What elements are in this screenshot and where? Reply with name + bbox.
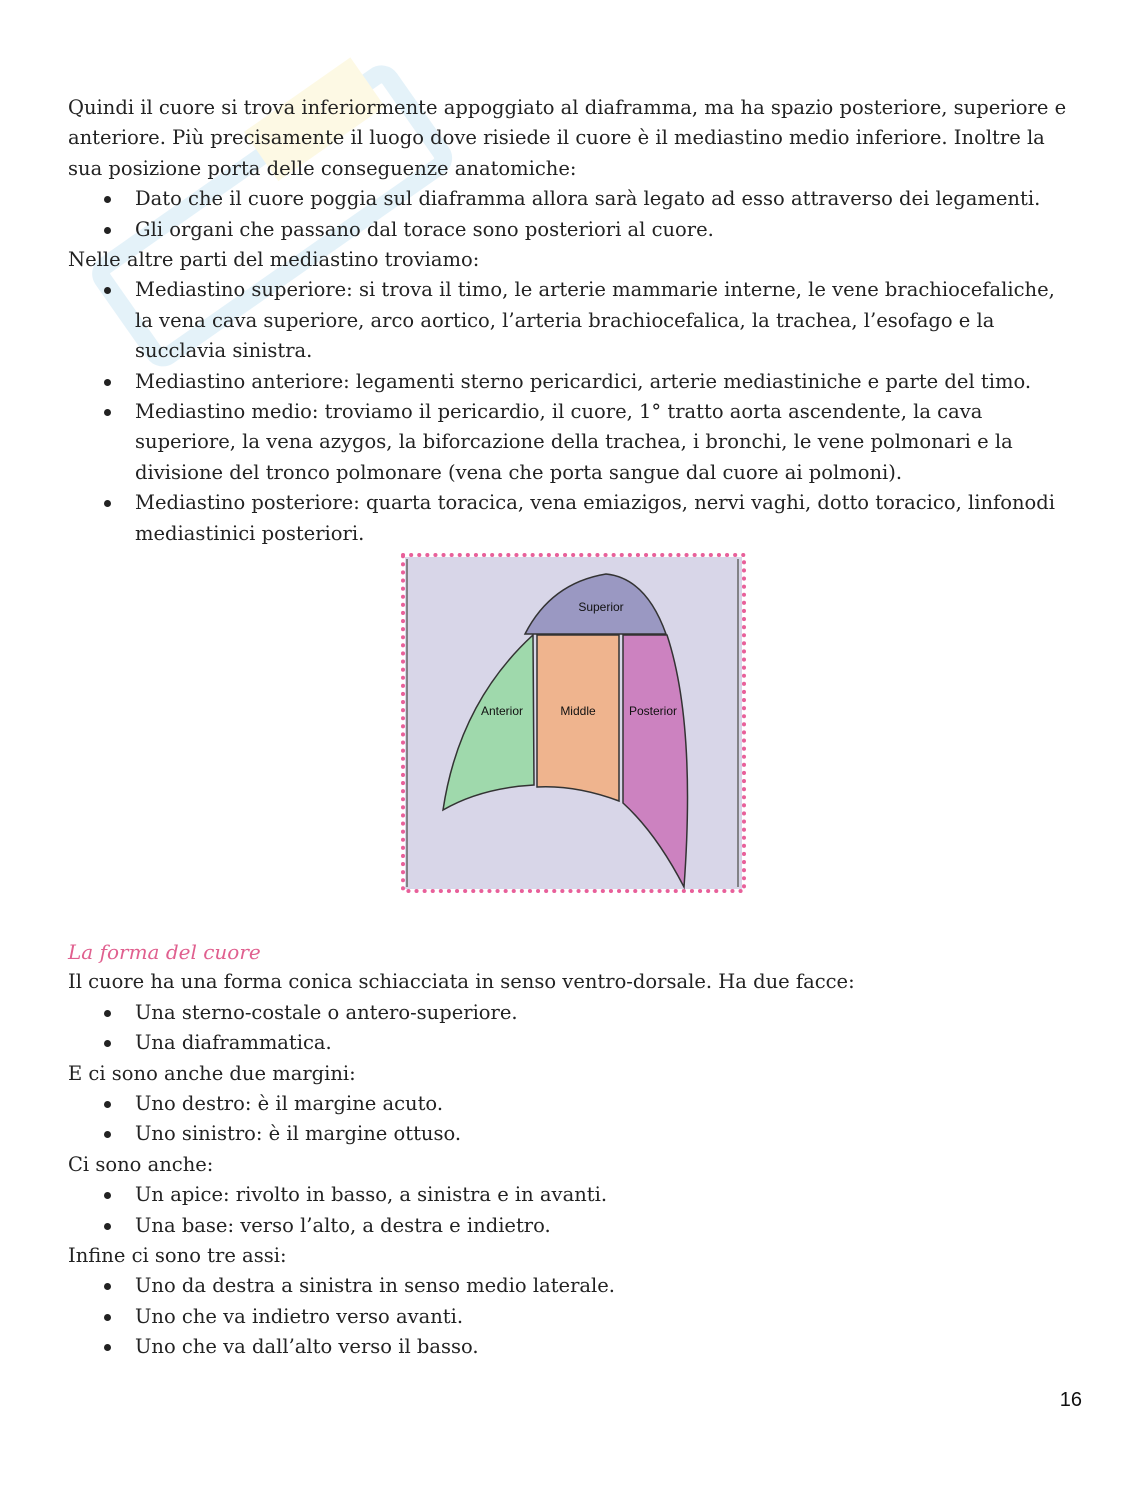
list-item: Mediastino medio: troviamo il pericardio, il cuore, 1° tratto aorta ascendente, la cava superiore, la vena azygos, la biforcazione della trachea, i bronchi, le vene polmonari e la divisione del tronco polmonare (vena che porta sangue dal cuore ai polmoni). [68, 397, 1078, 488]
margini-list [68, 1089, 1078, 1150]
middle-region [537, 635, 619, 801]
apice-base-lead: Ci sono anche: [68, 1152, 214, 1176]
section-heading: La forma del cuore [68, 940, 261, 964]
facce-list [68, 998, 1078, 1059]
mediastinum-figure [401, 553, 746, 893]
mediastino-lead: Nelle altre parti del mediastino troviamo: [68, 248, 480, 272]
label-anterior: Anterior [480, 704, 524, 718]
list-item: Uno che va dall’alto verso il basso. [68, 1332, 1078, 1362]
list-item: Uno da destra a sinistra in senso medio laterale. [68, 1271, 1078, 1301]
facce-lead: Il cuore ha una forma conica schiacciata in senso ventro-dorsale. Ha due facce: [68, 970, 855, 994]
list-item: Mediastino superiore: si trova il timo, le arterie mammarie interne, le vene brachiocefaliche, la vena cava superiore, arco aortico, l’arteria brachiocefalica, la trachea, l’esofago e la succlavia sinistra. [68, 275, 1078, 366]
margini-lead: E ci sono anche due margini: [68, 1061, 356, 1085]
label-superior: Superior [578, 600, 624, 614]
list-item: Uno destro: è il margine acuto. [68, 1089, 1078, 1119]
label-posterior: Posterior [628, 704, 678, 718]
intro-section [68, 93, 1078, 549]
label-middle: Middle [560, 704, 596, 718]
list-item: Mediastino posteriore: quarta toracica, vena emiazigos, nervi vaghi, dotto toracico, linfonodi mediastinici posteriori. [68, 488, 1078, 549]
mediastino-bullet-list [68, 275, 1078, 549]
assi-list [68, 1271, 1078, 1362]
list-item: Dato che il cuore poggia sul diaframma allora sarà legato ad esso attraverso dei legamenti. [68, 184, 1078, 214]
mediastinum-diagram [401, 553, 746, 893]
list-item: Mediastino anteriore: legamenti sterno pericardici, arterie mediastiniche e parte del timo. [68, 367, 1078, 397]
list-item: Gli organi che passano dal torace sono posteriori al cuore. [68, 215, 1078, 245]
list-item: Una diaframmatica. [68, 1028, 1078, 1058]
intro-bullet-list [68, 184, 1078, 245]
apice-base-list [68, 1180, 1078, 1241]
assi-lead: Infine ci sono tre assi: [68, 1244, 287, 1268]
list-item: Uno sinistro: è il margine ottuso. [68, 1119, 1078, 1149]
list-item: Una base: verso l’alto, a destra e indietro. [68, 1211, 1078, 1241]
list-item: Una sterno-costale o antero-superiore. [68, 998, 1078, 1028]
forma-section [68, 937, 1078, 1363]
list-item: Uno che va indietro verso avanti. [68, 1302, 1078, 1332]
page-number: 16 [1059, 1389, 1082, 1411]
list-item: Un apice: rivolto in basso, a sinistra e in avanti. [68, 1180, 1078, 1210]
intro-paragraph: Quindi il cuore si trova inferiormente appoggiato al diaframma, ma ha spazio posteriore, superiore e anteriore. Più precisamente il luogo dove risiede il cuore è il mediastino medio inferiore. Inoltre la sua posizione porta delle conseguenze anatomiche: [68, 96, 1067, 180]
